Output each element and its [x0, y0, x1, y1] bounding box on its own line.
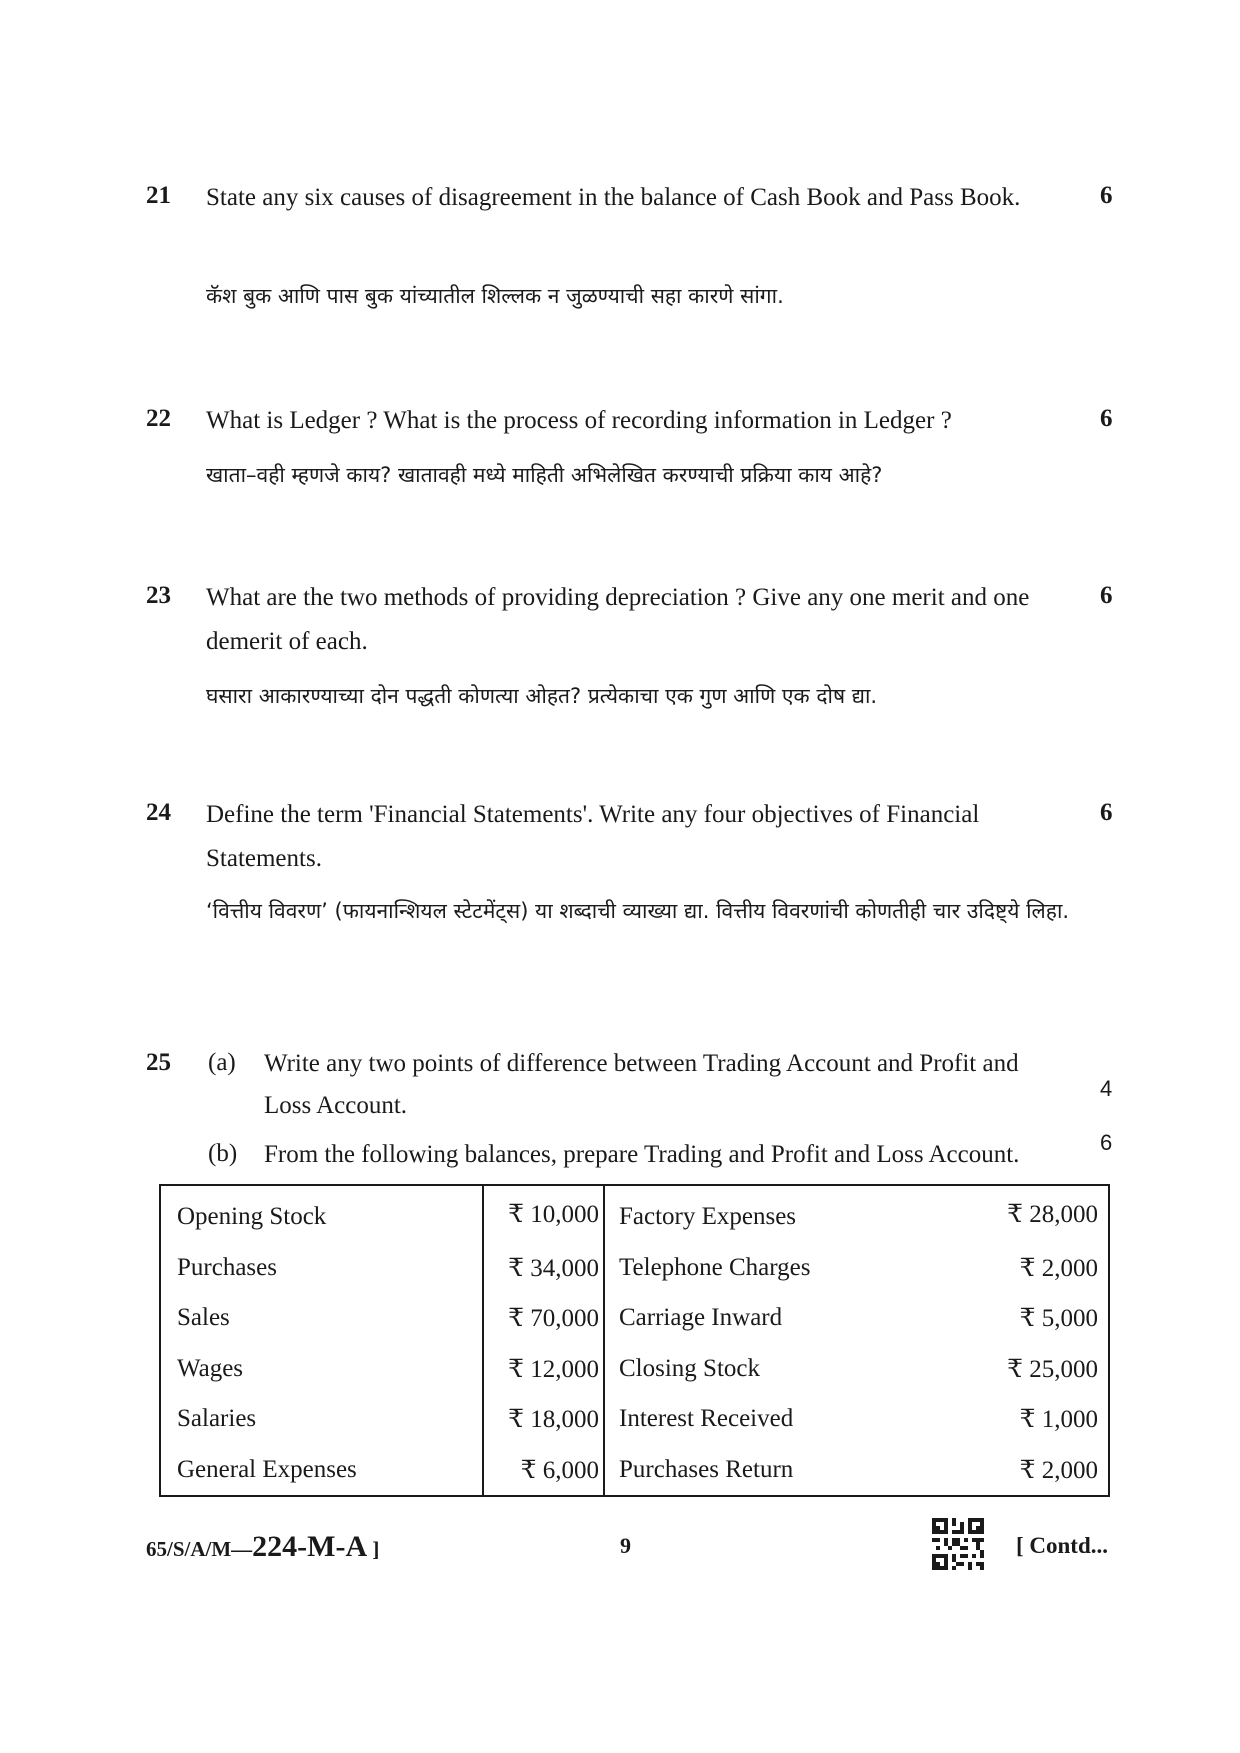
table-row — [160, 1394, 1109, 1445]
continued-label: [ Contd... — [1016, 1533, 1109, 1558]
balance-amount: ₹ 6,000 — [483, 1445, 604, 1497]
question-marks: 6 — [1100, 182, 1113, 209]
balance-label: Purchases Return — [619, 1455, 794, 1483]
question-text-marathi: खाता–वही म्हणजे काय? खातावही मध्ये माहिती अभिलेखित करण्याची प्रक्रिया काय आहे? — [206, 463, 883, 487]
question-text-marathi: ‘वित्तीय विवरण’ (फायनान्शियल स्टेटमेंट्स) या शब्दाची व्याख्या द्या. वित्तीय विवरणांची कोणतीही चार उदिष्ट्ये लिहा. — [206, 899, 1070, 923]
question-number: 25 — [146, 1049, 171, 1076]
question-text-english: What is Ledger ? What is the process of recording information in Ledger ? — [206, 407, 952, 434]
paper-code-suffix: ] — [367, 1537, 380, 1561]
balances-table — [159, 1184, 1110, 1497]
question-text-english: What are the two methods of providing depreciation ? Give any one merit and one demerit of each. — [206, 584, 1030, 655]
qr-code-icon — [932, 1518, 984, 1570]
question-marks: 6 — [1100, 799, 1113, 826]
balance-amount: ₹ 12,000 — [483, 1344, 604, 1395]
balance-label: Closing Stock — [619, 1354, 760, 1382]
balance-label: Carriage Inward — [619, 1304, 783, 1332]
question-text-english: State any six causes of disagreement in the balance of Cash Book and Pass Book. — [206, 184, 1021, 211]
question-text-marathi: कॅश बुक आणि पास बुक यांच्यातील शिल्लक न जुळण्याची सहा कारणे सांगा. — [206, 284, 784, 308]
balance-label: General Expenses — [177, 1455, 357, 1483]
balance-amount: ₹ 25,000 — [1007, 1355, 1098, 1383]
paper-code — [146, 1530, 379, 1564]
question-text-english: Define the term 'Financial Statements'. Write any four objectives of Financial Statements. — [206, 801, 980, 872]
balance-amount: ₹ 18,000 — [483, 1394, 604, 1445]
paper-code-main: 224-M-A — [252, 1530, 368, 1563]
page-number: 9 — [620, 1533, 631, 1558]
balance-label: Interest Received — [619, 1405, 794, 1433]
balance-label: Salaries — [177, 1405, 257, 1433]
table-row — [160, 1243, 1109, 1294]
table-row — [160, 1445, 1109, 1497]
balance-label: Opening Stock — [177, 1203, 327, 1231]
table-row — [160, 1344, 1109, 1395]
table-row — [160, 1293, 1109, 1344]
question-text-marathi: घसारा आकारण्याच्या दोन पद्धती कोणत्या ओहत? प्रत्येकाचा एक गुण आणि एक दोष द्या. — [206, 684, 878, 708]
balance-amount: ₹ 1,000 — [1019, 1406, 1098, 1434]
balance-amount: ₹ 70,000 — [483, 1293, 604, 1344]
balance-label: Purchases — [177, 1253, 277, 1281]
question-number: 23 — [146, 582, 171, 609]
balance-label: Factory Expenses — [619, 1203, 797, 1231]
part-a-marks: 4 — [1100, 1076, 1113, 1101]
paper-code-prefix: 65/S/A/M— — [146, 1537, 253, 1561]
part-b-marks: 6 — [1100, 1130, 1113, 1155]
balance-amount: ₹ 34,000 — [483, 1243, 604, 1294]
table-row — [160, 1185, 1109, 1243]
question-number: 24 — [146, 799, 171, 826]
question-number: 22 — [146, 405, 171, 432]
part-a-text: Write any two points of difference between Trading Account and Profit and Loss Account. — [264, 1050, 1019, 1119]
balance-label: Wages — [177, 1354, 244, 1382]
balance-label: Telephone Charges — [619, 1253, 811, 1281]
balance-amount: ₹ 10,000 — [483, 1185, 604, 1243]
balance-amount: ₹ 28,000 — [1007, 1201, 1098, 1229]
question-marks: 6 — [1100, 405, 1113, 432]
balance-amount: ₹ 5,000 — [1019, 1305, 1098, 1333]
balance-label: Sales — [177, 1304, 230, 1332]
balance-amount: ₹ 2,000 — [1019, 1254, 1098, 1282]
part-b-text: From the following balances, prepare Trading and Profit and Loss Account. — [264, 1141, 1020, 1168]
part-a-label: (a) — [208, 1049, 236, 1076]
question-number: 21 — [146, 182, 171, 209]
balance-amount: ₹ 2,000 — [1019, 1456, 1098, 1484]
question-marks: 6 — [1100, 582, 1113, 609]
part-b-label: (b) — [208, 1140, 238, 1167]
